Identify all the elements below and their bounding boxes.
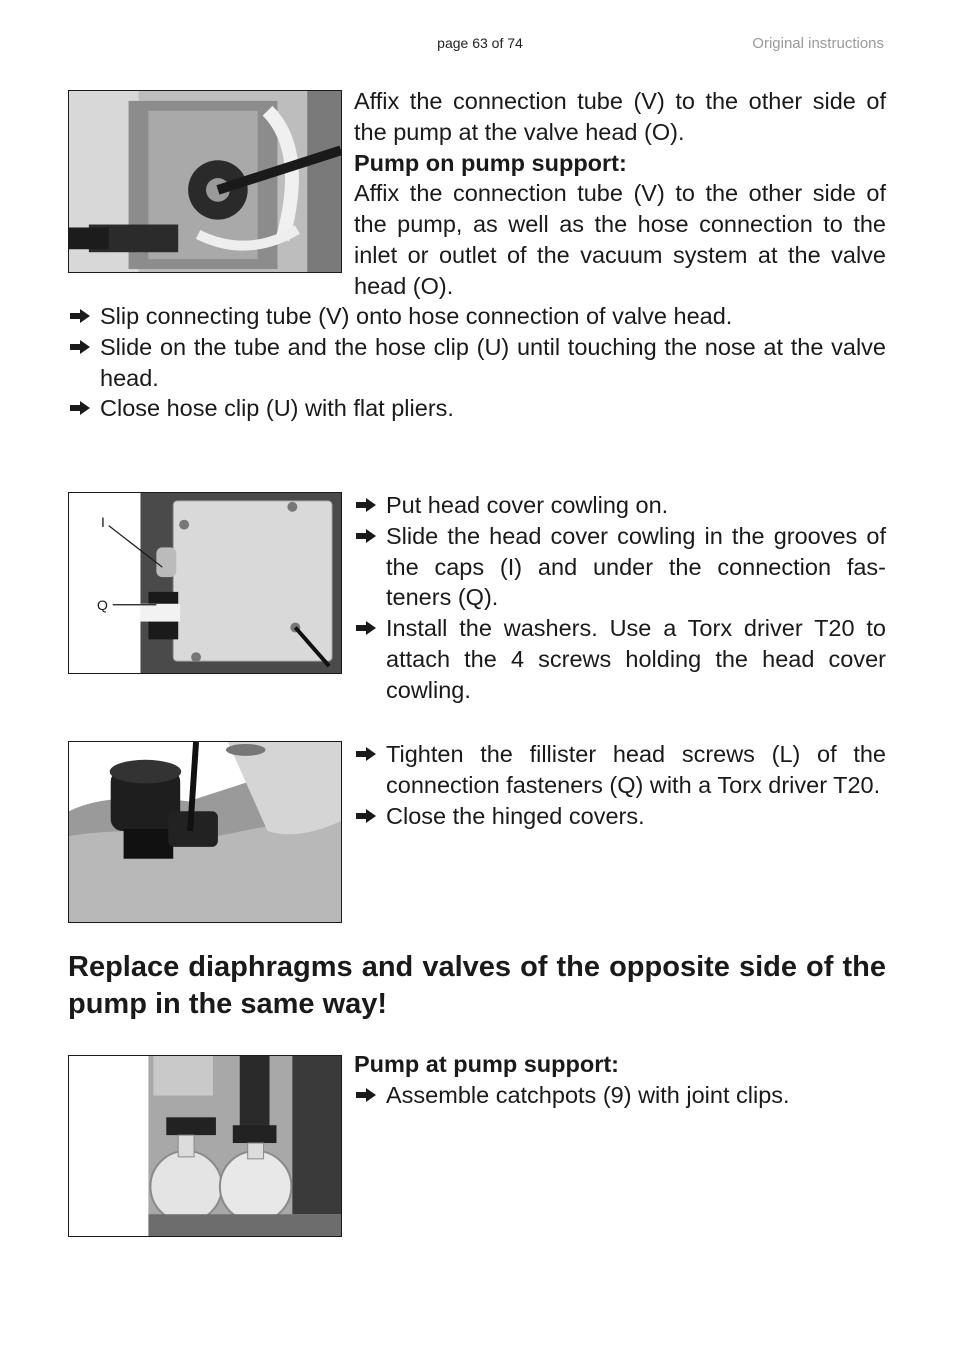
right-arrow-icon [354, 620, 378, 636]
head-cover-photo [68, 492, 342, 674]
page-number: page 63 of 74 [437, 35, 523, 51]
block1-paragraph-2: Affix the connection tube (V) to the other side of the pump, as well as the hose connection to the inlet or outlet of the vacuum system at the valve head (O). [354, 180, 886, 299]
catchpots-photo [68, 1055, 342, 1237]
fasteners-label: Q [97, 597, 108, 613]
block1-steps [68, 301, 886, 424]
section-heading: Replace diaphragms and valves of the opposite side of the pump in the same way! [68, 951, 886, 1020]
block1-subheading: Pump on pump support: [354, 149, 627, 176]
list-item: Slip connecting tube (V) onto hose connection of valve head. [68, 301, 886, 332]
list-item: Tighten the fillister head screws (L) of the connection fasteners (Q) with a Torx driver T20. [354, 739, 886, 801]
list-item: Put head cover cowling on. [354, 490, 886, 521]
right-arrow-icon [68, 339, 92, 355]
right-arrow-icon [354, 1087, 378, 1103]
block2-steps [354, 490, 886, 706]
right-arrow-icon [68, 308, 92, 324]
list-item: Close hose clip (U) with flat pliers. [68, 393, 886, 424]
document-label: Original instructions [752, 35, 884, 52]
valve-head-photo [68, 90, 342, 273]
list-item: Assemble catchpots (9) with joint clips. [354, 1080, 886, 1111]
list-item: Slide the head cover cowling in the grooves of the caps (I) and under the connection fas-teners (Q). [354, 521, 886, 613]
block4 [354, 1049, 886, 1111]
right-arrow-icon [354, 497, 378, 513]
right-arrow-icon [354, 528, 378, 544]
right-arrow-icon [354, 746, 378, 762]
block3-steps [354, 739, 886, 831]
block1-paragraph-1: Affix the connection tube (V) to the other side of the pump at the valve head (O). [354, 88, 886, 145]
block1-intro [354, 86, 886, 302]
list-item: Install the washers. Use a Torx driver T20 to attach the 4 screws holding the head cover cowling. [354, 613, 886, 705]
caps-label: I [101, 514, 105, 530]
right-arrow-icon [68, 400, 92, 416]
block4-subheading: Pump at pump support: [354, 1051, 620, 1077]
list-item: Slide on the tube and the hose clip (U) until touching the nose at the valve head. [68, 332, 886, 394]
connection-fastener-photo [68, 741, 342, 923]
list-item: Close the hinged covers. [354, 801, 886, 832]
right-arrow-icon [354, 808, 378, 824]
